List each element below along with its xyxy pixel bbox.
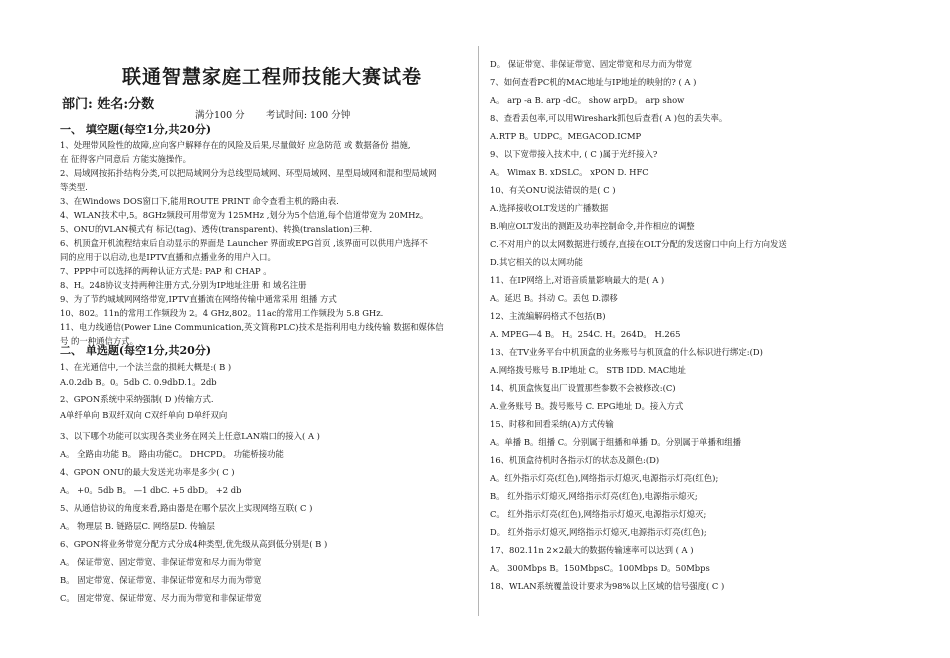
section-fill-blank: 一、 填空题(每空1分,共20分) [60,123,212,136]
right-line: A.业务账号 B。拨号账号 C. EPG地址 D。接入方式 [490,401,684,411]
left-line: 10、802。11n的常用工作频段为 2。4 GHz,802。11ac的常用工作频段为 5.8 GHz. [60,308,384,318]
right-line: D.其它相关的以太网功能 [490,257,583,267]
left-line: 1、处理带风险性的故障,应向客户解释存在的风险及后果,尽量做好 应急防范 或 数据备份 措施, [60,140,411,150]
right-line: 14、机顶盒恢复出厂设置那些参数不会被修改:(C) [490,383,676,393]
left-line: 号 的一种通信方式。 [60,336,139,346]
exam-meta [195,107,350,121]
exam-title: 联通智慧家庭工程师技能大赛试卷 [122,66,423,88]
left-line: 4、WLAN技术中,5。8GHz频段可用带宽为 125MHz ,划分为5个信道,每个信道带宽为 20MHz。 [60,210,429,220]
right-line: 13、在TV业务平台中机顶盒的业务账号与机顶盒的什么标识进行绑定:(D) [490,347,763,357]
left-line: 5、从通信协议的角度来看,路由器是在哪个层次上实现网络互联( C ) [60,503,313,513]
left-line: 同的应用于以启动,也是IPTV直播和点播业务的用户入口。 [60,252,276,262]
left-line: A.0.2db B。0。5db C. 0.9dbD.1。2db [60,377,217,387]
left-line: 2、GPON系统中采纳强制( D )传输方式. [60,394,214,404]
right-line: B。 红外指示灯熄灭,网络指示灯亮(红色),电源指示熄灭; [490,491,698,501]
right-line: A. MPEG—4 B。 H。254C. H。264D。 H.265 [490,329,681,339]
left-line: 7、PPP中可以选择的两种认证方式是: PAP 和 CHAP 。 [60,266,272,276]
left-line: 3、在Windows DOS窗口下,能用ROUTE PRINT 命令查看主机的路由表. [60,196,339,206]
right-line: 10、有关ONU说法错误的是( C ) [490,185,616,195]
left-line: A单纤单向 B双纤双向 C双纤单向 D单纤双向 [60,410,228,420]
right-line: D。 保证带宽、非保证带宽、固定带宽和尽力而为带宽 [490,59,693,69]
full-score: 满分100 分 [195,110,245,121]
exam-time: 考试时间: 100 分钟 [265,110,351,121]
right-line: A.选择接收OLT发送的广播数据 [490,203,609,213]
right-line: 16、机顶盒待机时各指示灯的状态及颜色:(D) [490,455,660,465]
left-line: C。 固定带宽、保证带宽、尽力而为带宽和非保证带宽 [60,593,262,603]
right-line: A。红外指示灯亮(红色),网络指示灯熄灭,电源指示灯亮(红色); [490,473,719,483]
right-line: A。单播 B。组播 C。分别属于组播和单播 D。分别属于单播和组播 [490,437,742,447]
left-line: A。 全路由功能 B。 路由功能C。 DHCPD。 功能桥接功能 [60,449,284,459]
right-line: 7、如何查看PC机的MAC地址与IP地址的映射的? ( A ) [490,77,697,87]
right-line: A。 arp -a B. arp -dC。 show arpD。 arp show [490,95,685,105]
left-line: 4、GPON ONU的最大发送光功率是多少( C ) [60,467,235,477]
right-line: 18、WLAN系统覆盖设计要求为98%以上区域的信号强度( C ) [490,581,725,591]
left-line: 等类型. [60,182,88,192]
right-line: 8、查看丢包率,可以用Wireshark抓包后查看( A )包的丢失率。 [490,113,728,123]
left-line: 在 征得客户同意后 方能实施操作。 [60,154,191,164]
left-line: A。 +0。5db B。 —1 dbC. +5 dbD。 +2 db [60,485,242,495]
right-line: A.RTP B。UDPC。MEGACOD.ICMP [490,131,642,141]
left-line: A。 保证带宽、固定带宽、非保证带宽和尽力而为带宽 [60,557,262,567]
left-line: 6、机顶盒开机流程结束后自动显示的界面是 Launcher 界面或EPG首页 ,该界面可以供用户选择不 [60,238,428,248]
right-line: 9、以下宽带接入技术中, ( C )属于光纤接入? [490,149,658,159]
right-line: 17、802.11n 2×2最大的数据传输速率可以达到 ( A ) [490,545,694,555]
right-line: 12、主流编解码格式不包括(B) [490,311,606,321]
right-line: 15、时移和回看采纳(A)方式传输 [490,419,614,429]
left-line: 9、为了节约城域网网络带宽,IPTV直播流在网络传输中通常采用 组播 方式 [60,294,337,304]
left-line: 11、电力线通信(Power Line Communication,英文简称PLC)技术是指利用电力线传输 数据和媒体信 [60,322,444,332]
left-line: 6、GPON将业务带宽分配方式分成4种类型,优先级从高到低分别是( B ) [60,539,328,549]
left-line: 5、ONU的VLAN模式有 标记(tag)、透传(transparent)、转换(translation)三种. [60,224,373,234]
right-line: D。 红外指示灯熄灭,网络指示灯熄灭,电源指示灯亮(红色); [490,527,707,537]
right-line: 11、在IP网络上,对语音质量影响最大的是( A ) [490,275,665,285]
right-line: C.不对用户的以太网数据进行缓存,直接在OLT分配的发送窗口中向上行方向发送 [490,239,787,249]
right-line: A。 300Mbps B。150MbpsC。100Mbps D。50Mbps [490,563,710,573]
right-line: A。延迟 B。抖动 C。丢包 D.漂移 [490,293,618,303]
left-line: 3、以下哪个功能可以实现各类业务在网关上任意LAN端口的接入( A ) [60,431,320,441]
right-line: C。 红外指示灯亮(红色),网络指示灯熄灭,电源指示灯熄灭; [490,509,707,519]
right-line: B.响应OLT发出的测距及功率控制命令,并作相应的调整 [490,221,695,231]
right-line: A.网络拨号账号 B.IP地址 C。 STB IDD. MAC地址 [490,365,686,375]
left-line: B。 固定带宽、保证带宽、非保证带宽和尽力而为带宽 [60,575,262,585]
left-line: 2、局域网按拓扑结构分类,可以把局域网分为总线型局域网、环型局域网、星型局域网和混和型局域网 [60,168,437,178]
right-line: A。 Wimax B. xDSLC。 xPON D. HFC [490,167,649,177]
column-divider [478,46,479,616]
left-line: 8、H。248协议支持两种注册方式,分别为IP地址注册 和 域名注册 [60,280,307,290]
candidate-info: 部门: 姓名:分数 [62,97,155,112]
section-single-choice: 二、 单选题(每空1分,共20分) [60,344,212,357]
left-line: A。 物理层 B. 链路层C. 网络层D. 传输层 [60,521,215,531]
left-line: 1、在光通信中,一个法兰盘的损耗大概是:( B ) [60,362,232,372]
